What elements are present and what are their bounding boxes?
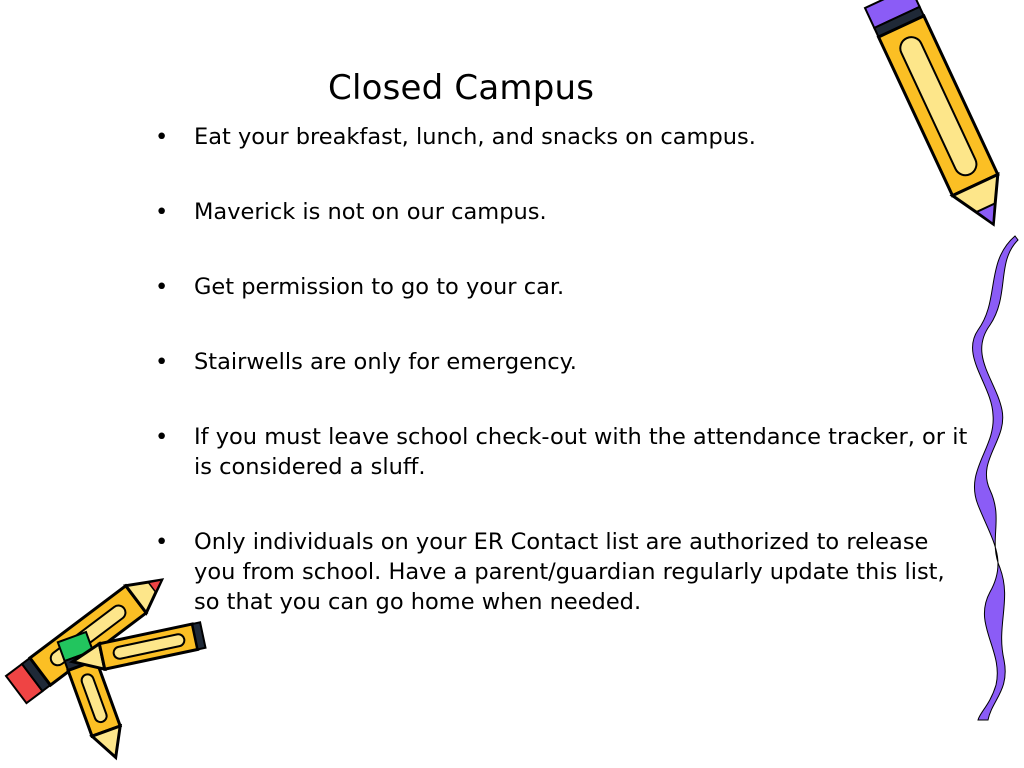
bullet-dot: •	[155, 529, 169, 555]
green-pencil-icon	[58, 632, 130, 763]
bullet-item	[155, 527, 975, 617]
bullet-dot: •	[155, 199, 169, 225]
bullet-item	[155, 122, 975, 152]
bullet-item	[155, 197, 975, 227]
bullet-text: Get permission to go to your car.	[194, 274, 565, 300]
wavy-border	[973, 236, 1018, 720]
bullet-text: Eat your breakfast, lunch, and snacks on campus.	[194, 124, 756, 150]
bullet-dot: •	[155, 124, 169, 150]
bullet-text: Only individuals on your ER Contact list are authorized to release you from school. Have a parent/guardian regularly update this list, so that you can go home when needed.	[194, 529, 945, 615]
bullet-dot: •	[155, 424, 169, 450]
bullet-text: Stairwells are only for emergency.	[194, 349, 577, 375]
slide-title: Closed Campus	[328, 68, 595, 108]
bullet-text: Maverick is not on our campus.	[194, 199, 547, 225]
bullet-item	[155, 347, 975, 377]
bullet-item	[155, 272, 975, 302]
bullet-list	[155, 122, 975, 662]
bullet-dot: •	[155, 349, 169, 375]
red-pencil-icon	[6, 566, 172, 703]
bullet-item	[155, 422, 975, 482]
bullet-dot: •	[155, 274, 169, 300]
bullet-text: If you must leave school check-out with the attendance tracker, or it is considered a sluff.	[194, 424, 968, 480]
